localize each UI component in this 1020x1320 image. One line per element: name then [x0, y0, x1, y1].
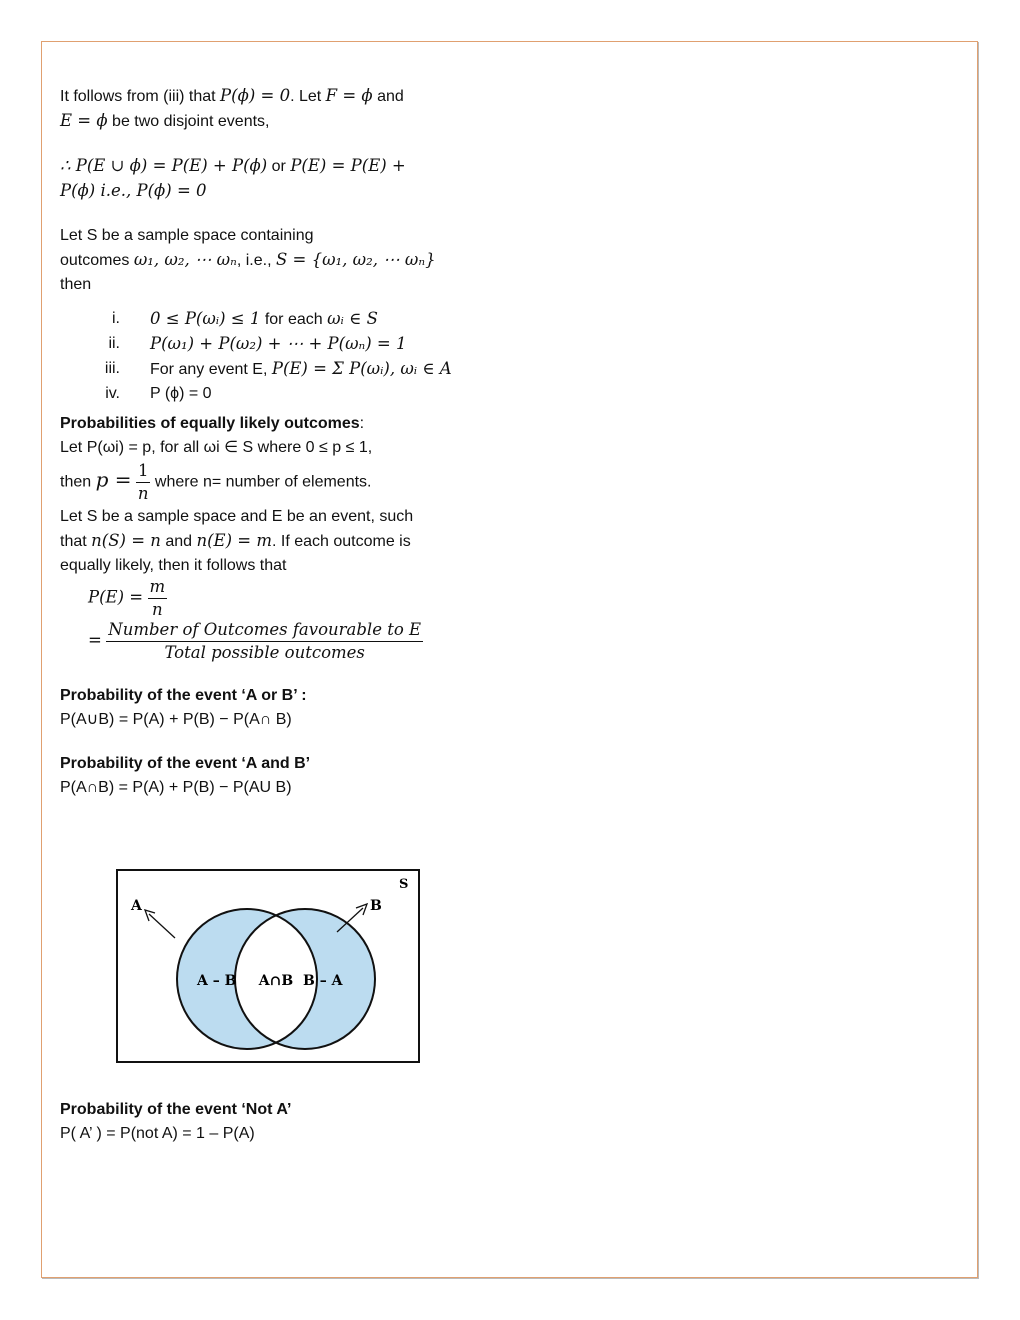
document-body [60, 84, 470, 800]
list-item: i. 0 ≤ P(ωᵢ) ≤ 1 for each ωᵢ ∈ S [112, 309, 378, 328]
equally-likely-line-1: Let P(ωi) = p, for all ωi ∈ S where 0 ≤ p ≤ 1, [60, 439, 373, 456]
equally-likely-line-5: equally likely, then it follows that [60, 557, 287, 574]
a-or-b-formula: P(A∪B) = P(A) + P(B) − P(A∩ B) [60, 711, 292, 728]
label-a: A [131, 898, 142, 914]
label-a-minus-b: A – B [197, 973, 237, 989]
pe-formula: P(E) = $\frac{m}{n}$ [88, 577, 166, 619]
not-a-section [60, 1098, 470, 1146]
equally-likely-line-4: that n(S) = n and n(E) = m. If each outcome is [60, 531, 411, 550]
not-a-formula: P( A’ ) = P(not A) = 1 – P(A) [60, 1125, 255, 1142]
fraction-one-over-n: $\frac{1}{n}$ [137, 461, 149, 503]
intro-line-2: E = ϕ be two disjoint events, [60, 111, 270, 130]
a-and-b-formula: P(A∩B) = P(A) + P(B) − P(AU B) [60, 779, 292, 796]
list-item: ii. P(ω₁) + P(ω₂) + ⋯ + P(ωₙ) = 1 [108, 334, 407, 353]
intro-line-1: It follows from (iii) that P(ϕ) = 0. Let F = ϕ and [60, 86, 404, 105]
axiom-list [60, 307, 470, 406]
label-b: B [370, 898, 382, 914]
equally-likely-line-3: Let S be a sample space and E be an event, such [60, 508, 414, 525]
derivation-line-1: ∴ P(E ∪ ϕ) = P(E) + P(ϕ) or P(E) = P(E) + [60, 156, 406, 175]
derivation-line-2: P(ϕ) i.e., P(ϕ) = 0 [60, 181, 207, 200]
equally-likely-line-2: then p = $\frac{1}{n}$ where n= number of elements. [60, 461, 372, 503]
sample-space-line-3: then [60, 276, 92, 293]
list-item: iv. P (ϕ) = 0 [105, 385, 212, 402]
label-intersection: A∩B [258, 973, 294, 989]
sample-space-line-1: Let S be a sample space containing [60, 227, 314, 244]
label-s: S [399, 877, 409, 892]
venn-diagram [115, 868, 421, 1064]
not-a-heading: Probability of the event ‘Not A’ [60, 1101, 292, 1118]
a-or-b-heading: Probability of the event ‘A or B’ : [60, 687, 307, 704]
a-and-b-heading: Probability of the event ‘A and B’ [60, 755, 311, 772]
label-b-minus-a: B – A [303, 973, 343, 989]
sample-space-line-2: outcomes ω₁, ω₂, ⋯ ωₙ, i.e., S = {ω₁, ω₂, ⋯ ωₙ} [60, 250, 436, 269]
equally-likely-heading: Probabilities of equally likely outcomes: [60, 415, 365, 432]
list-item: iii. For any event E, P(E) = Σ P(ωᵢ), ωᵢ ∈ A [104, 359, 452, 378]
pe-big-formula: = $\frac{\text{Number of Outcomes favourable to E}}{\text{Total possible outcomes}}$ [88, 620, 422, 662]
